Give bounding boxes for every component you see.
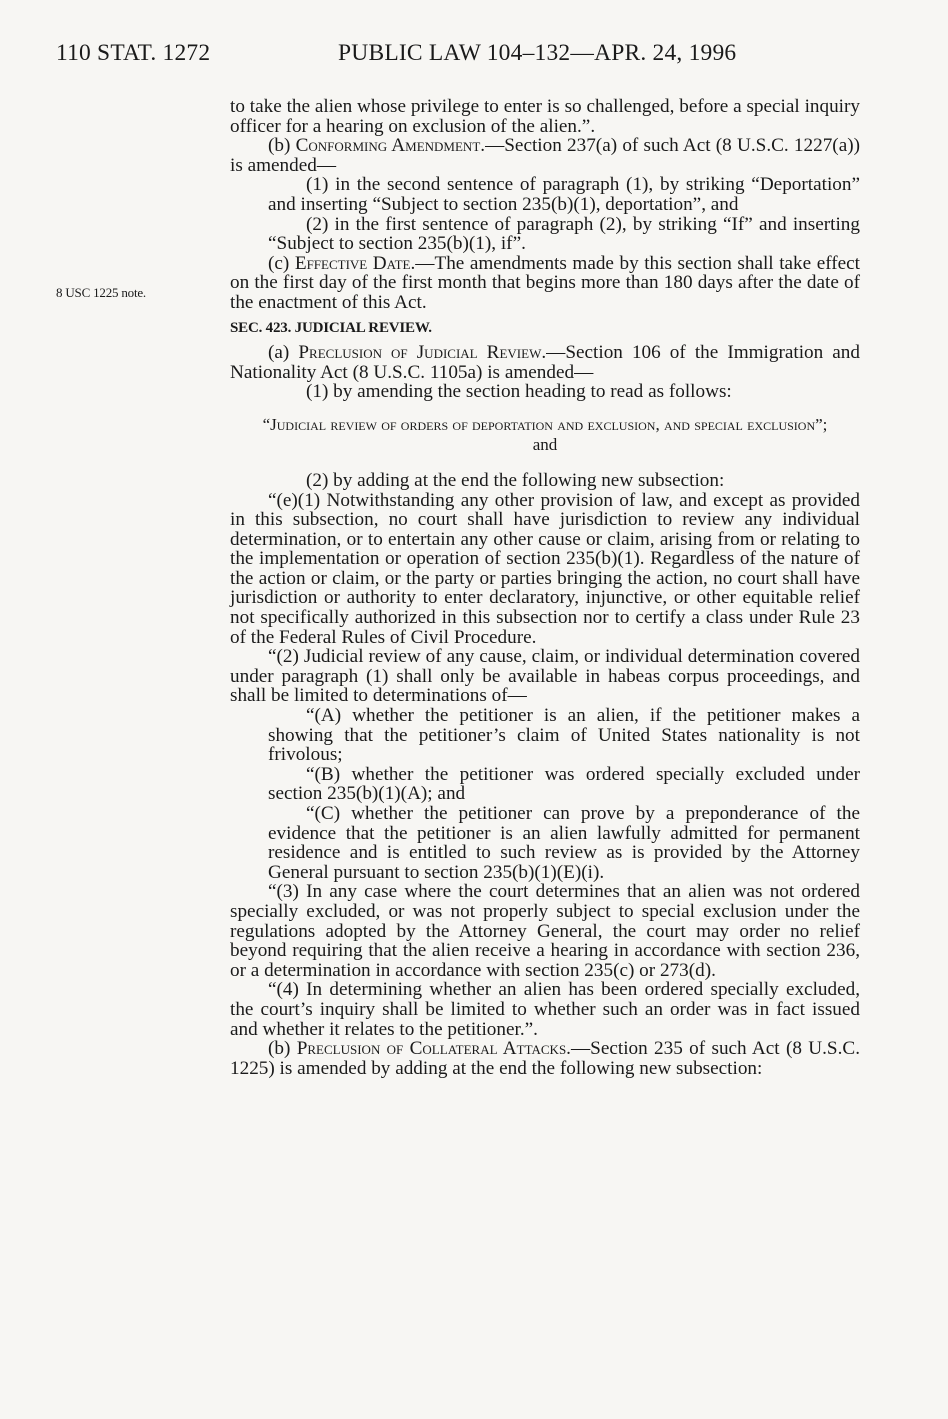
- subsection-label: (b): [268, 1038, 297, 1060]
- paragraph: “(e)(1) Notwithstanding any other provision of law, and except as provided in this subsection, no court shall have jurisdiction to review any individual determination, or to entertain any other cause or claim, arising from or relating to the implementation or operation of section 235(b)(1). Regardless of the nature of the action or claim, or the party or parties bringing the action, no court shall have jurisdiction or authority to enter declaratory, injunctive, or other equitable relief not specifically authorized in this subsection nor to certify a class under Rule 23 of the Federal Rules of Civil Procedure.: [230, 489, 860, 648]
- centered-heading-caps: “Judicial review of orders of deportation and exclusion, and special exclusion: [262, 414, 816, 434]
- paragraph-conforming-amendment: [230, 136, 860, 175]
- subsection-text: —The amendments made by this section shall take effect on the first day of the first month that begins more than 180 days after the date of the enactment of this Act.: [230, 252, 861, 313]
- paragraph: “(A) whether the petitioner is an alien, if the petitioner makes a showing that the petitioner’s claim of United States nationality is not frivolous;: [268, 705, 860, 766]
- paragraph: to take the alien whose privilege to enter is so challenged, before a special inquiry officer for a hearing on exclusion of the alien.”.: [230, 96, 860, 137]
- centered-heading-tail: ”; and: [532, 414, 828, 454]
- subsection-heading: Conforming Amendment.: [295, 135, 486, 157]
- paragraph-effective-date: [230, 254, 860, 313]
- subsection-heading: Preclusion of Judicial Review.: [298, 342, 547, 364]
- page-header: [56, 40, 916, 70]
- public-law-title: PUBLIC LAW 104–132—APR. 24, 1996: [338, 40, 737, 66]
- paragraph: “(4) In determining whether an alien has been ordered specially excluded, the court’s inquiry shall be limited to whether such an order was in fact issued and whether it relates to the petitioner.”.: [230, 979, 860, 1040]
- paragraph: “(2) Judicial review of any cause, claim, or individual determination covered under paragraph (1) shall only be available in habeas corpus proceedings, and shall be limited to determinations of—: [230, 646, 860, 707]
- paragraph: (2) in the first sentence of paragraph (2), by striking “If” and inserting “Subject to section 235(b)(1), if”.: [268, 213, 860, 255]
- subsection-label: (b): [268, 135, 296, 157]
- paragraph-preclusion-judicial-review: [230, 343, 860, 382]
- section-heading: SEC. 423. JUDICIAL REVIEW.: [230, 319, 432, 336]
- paragraph: “(3) In any case where the court determines that an alien was not ordered specially excluded, or was not properly subject to special exclusion under the regulations adopted by the Attorney General, the court may order no relief beyond requiring that the alien receive a hearing in accordance with section 236, or a determination in accordance with section 235(c) or 273(d).: [230, 881, 860, 981]
- paragraph: “(B) whether the petitioner was ordered specially excluded under section 235(b)(1)(A); and: [268, 763, 860, 805]
- paragraph-preclusion-collateral-attacks: [230, 1039, 860, 1078]
- margin-note: 8 USC 1225 note.: [56, 285, 146, 300]
- subsection-label: (c): [268, 252, 295, 274]
- subsection-heading: Preclusion of Collateral Attacks.: [296, 1038, 571, 1060]
- subsection-text: —Section 237(a) of such Act (8 U.S.C. 1227(a)) is amended—: [230, 135, 860, 176]
- statute-citation: 110 STAT. 1272: [56, 40, 211, 66]
- document-body: [230, 97, 860, 1078]
- paragraph: (1) in the second sentence of paragraph (1), by striking “Deportation” and inserting “Subject to section 235(b)(1), deportation”, and: [268, 174, 860, 215]
- paragraph: (2) by adding at the end the following new subsection:: [306, 469, 725, 491]
- subsection-text: —Section 235 of such Act (8 U.S.C. 1225) is amended by adding at the end the following new subsection:: [230, 1038, 860, 1079]
- paragraph: (1) by amending the section heading to read as follows:: [306, 381, 732, 403]
- subsection-label: (a): [268, 342, 299, 364]
- centered-heading: [250, 415, 840, 455]
- subsection-text: —Section 106 of the Immigration and Nationality Act (8 U.S.C. 1105a) is amended—: [230, 342, 860, 383]
- paragraph: “(C) whether the petitioner can prove by a preponderance of the evidence that the petitioner is an alien lawfully admitted for permanent residence and is entitled to such review as is provided by the Attorney General pursuant to section 235(b)(1)(E)(i).: [268, 803, 860, 883]
- subsection-heading: Effective Date.: [294, 252, 416, 274]
